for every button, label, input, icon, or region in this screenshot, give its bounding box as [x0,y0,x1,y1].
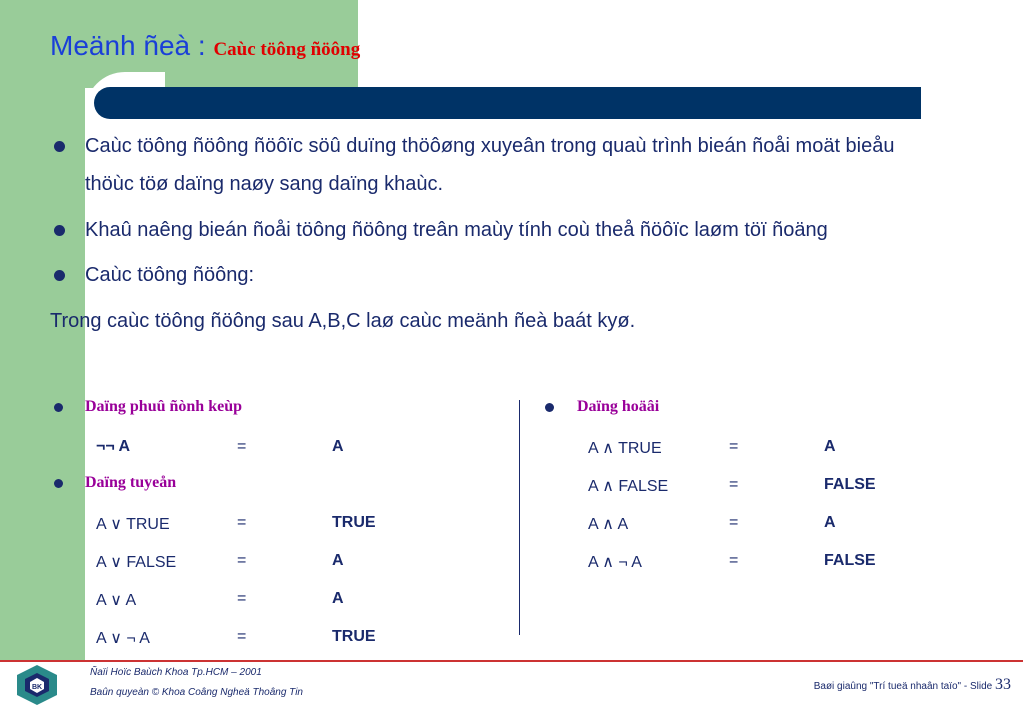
bullet-dot [54,225,65,236]
rule-eq: = [729,514,739,531]
rule-rhs: FALSE [824,476,876,493]
footer-divider [0,660,1023,662]
rule-eq: = [729,438,739,455]
title-underline-bar [94,87,921,119]
rule-eq: = [729,476,739,493]
rule-rhs: A [332,552,344,569]
rule-rhs: A [332,438,344,455]
rule-lhs: A ∧ FALSE [588,478,669,495]
bullet-dot [54,479,63,488]
rule-eq: = [729,552,739,569]
footer-copyright: Baûn quyeàn © Khoa Coâng Ngheä Thoâng Tin [90,687,303,698]
bullet-dot [54,270,65,281]
rule-rhs: A [824,514,836,531]
bullet-2: Khaû naêng bieán ñoåi töông ñöông treân maùy tính coù theå ñöôïc laøm töï ñoäng [85,219,828,241]
footer-lecture-info [814,676,1011,694]
bullet-3: Caùc töông ñöông: [85,264,255,286]
rule-lhs: A ∧ TRUE [588,440,662,457]
bullet-dot [54,403,63,412]
bullet-1-line-2: thöùc töø daïng naøy sang daïng khaùc. [85,173,444,195]
rule-lhs: A ∨ A [96,592,137,609]
slide-title [50,30,360,62]
title-main: Meänh ñeà : [50,30,214,61]
bullet-1-line-1: Caùc töông ñöông ñöôïc söû duïng thöôøng xuyeân trong quaù trình bieán ñoåi moät bieåu [85,135,895,157]
rule-lhs: A ∨ TRUE [96,516,170,533]
slide-number: 33 [995,676,1011,693]
rule-lhs: A ∨ ¬ A [96,630,150,647]
rule-eq: = [237,628,247,645]
rule-lhs: A ∧ A [588,516,629,533]
rule-eq: = [237,438,247,455]
bullet-dot [545,403,554,412]
rule-rhs: A [332,590,344,607]
logo-text: BK [31,684,43,691]
bullet-dot [54,141,65,152]
rule-rhs: TRUE [332,628,376,645]
rule-rhs: A [824,438,836,455]
rule-eq: = [237,514,247,531]
rule-lhs: A ∧ ¬ A [588,554,642,571]
section-double-negation: Daïng phuû ñònh keùp [85,398,242,415]
rule-eq: = [237,590,247,607]
section-conjunction: Daïng hoäâi [577,398,660,415]
column-divider [519,400,520,635]
footer-lecture-title: Baøi giaûng "Trí tueä nhaân taïo" - Slide [813,681,995,692]
rule-lhs: A ∨ FALSE [96,554,177,571]
rule-rhs: FALSE [824,552,876,569]
footer-university: Ñaïi Hoïc Baùch Khoa Tp.HCM – 2001 [90,667,262,678]
intro-text: Trong caùc töông ñöông sau A,B,C laø caùc meänh ñeà baát kyø. [50,310,636,332]
section-disjunction: Daïng tuyeån [85,474,177,491]
title-sub: Caùc töông ñöông [213,39,361,60]
rule-lhs: ¬¬ A [96,438,131,455]
rule-eq: = [237,552,247,569]
bk-logo-icon [14,664,60,706]
rule-rhs: TRUE [332,514,376,531]
